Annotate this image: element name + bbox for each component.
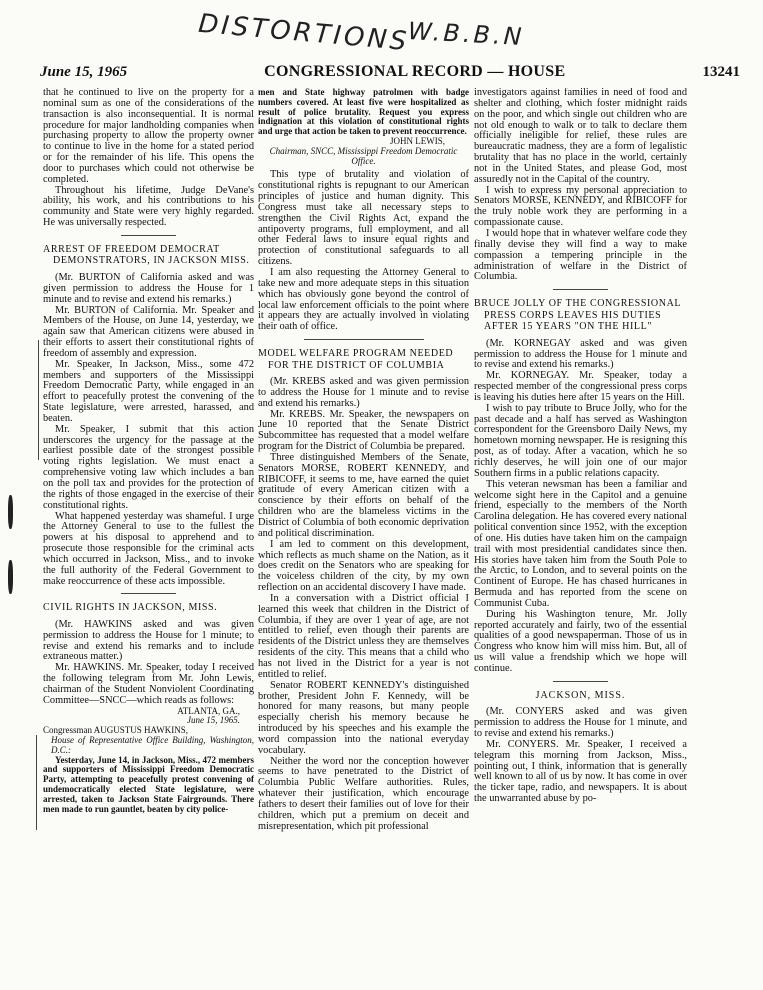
page-header	[40, 63, 740, 85]
paragraph: Mr. Speaker, In Jackson, Miss., some 472 members and supporters of the Mississippi Freedom Democratic Party, while engaged in an effort to peacefully protest the convening of the State legislature, were arrested, harassed, and beaten.	[43, 358, 254, 424]
paragraph: Neither the word nor the conception however seems to have penetrated to the District of Columbia Public Welfare authorities. Rules, whatever their justification, which encourage fathers to desert their families out of love for their children, which put a premium on deceit and misrepresentation, which pit professional	[258, 755, 469, 832]
handwritten-annotation-right: W.B.B.N	[407, 16, 526, 52]
telegram-body-continued: men and State highway patrolmen with badge numbers covered. At least five were hospitalized as result of police brutality. Request you express indignation at this violation of constitutional rights and urge that action be taken to prevent reoccurrence.	[258, 88, 469, 137]
section-divider	[553, 289, 608, 290]
paragraph: Mr. CONYERS. Mr. Speaker, I received a telegram this morning from Jackson, Miss., pointing out, I think, information that is generally well known to all of us by now. It has come in over the ticker tape, radio, and newspapers. It is about the unwarranted abuse by po-	[474, 738, 687, 805]
telegram-signature: JOHN LEWIS,	[390, 135, 445, 146]
paragraph: (Mr. BURTON of California asked and was given permission to address the House for 1 minute and to revise and extend his remarks.)	[43, 271, 254, 305]
paragraph: I am also requesting the Attorney General to take new and more adequate steps in this situation which has obviously gone beyond the control of local law enforcement officials to the point where it appears they are actually involved in violating their oath of office.	[258, 266, 469, 333]
paragraph: (Mr. KREBS asked and was given permission to address the House for 1 minute and to revise and extend his remarks.)	[258, 376, 469, 409]
paragraph: (Mr. CONYERS asked and was given permission to address the House for 1 minute, and to revise and extend his remarks.)	[474, 706, 687, 740]
ink-blot	[8, 495, 13, 529]
paragraph: This veteran newsman has been a familiar and welcome sight here in the Capitol and a genuine friend, especially to the members of the North Carolina delegation. He has covered every national political convention since 1952, with the exception of one. His duties have taken him on the campaign trail with most presidential candidates since then. His stories have taken him from the South Pole to the Arctic, to London, and to several points on the Continent of Europe. He has chased hurricanes in Bermuda and has reported from the scene on Communist Cuba.	[474, 478, 687, 609]
paragraph: Mr. KREBS. Mr. Speaker, the newspapers on June 10 reported that the Senate District Subcommittee has requested that a model welfare program for the District of Columbia be prepared.	[258, 408, 469, 453]
paragraph: (Mr. KORNEGAY asked and was given permission to address the House for 1 minute and to revise and extend his remarks.)	[474, 337, 687, 371]
paragraph: Mr. HAWKINS. Mr. Speaker, today I received the following telegram from Mr. John Lewis, chairman of the Student Nonviolent Coordinating Committee—SNCC—which reads as follows:	[43, 662, 254, 706]
section-heading: BRUCE JOLLY OF THE CONGRESSIONAL PRESS CORPS LEAVES HIS DUTIES AFTER 15 YEARS "ON THE HILL"	[474, 298, 681, 333]
section-divider	[121, 235, 176, 236]
section-divider	[553, 681, 608, 682]
paragraph: I wish to pay tribute to Bruce Jolly, who for the past decade and a half has served as Washington correspondent for the Greensboro Daily News, my hometown morning newspaper. He is resigning this post, as of today. After a vacation, which he so richly deserves, he will join one of our major Southern firms in a public relations capacity.	[474, 402, 687, 479]
telegram-address: House of Representative Office Building, Washington, D.C.:	[51, 735, 254, 755]
paragraph: Throughout his lifetime, Judge DeVane's ability, his work, and his contributions to his community and State were very highly regarded. He was universally respected.	[43, 184, 254, 229]
section-heading: ARREST OF FREEDOM DEMOCRAT DEMONSTRATORS, IN JACKSON MISS.	[43, 243, 250, 267]
section-heading: JACKSON, MISS.	[535, 689, 626, 701]
paragraph: (Mr. HAWKINS asked and was given permission to address the House for 1 minute; to revise and extend his remarks and to include extraneous matter.)	[43, 618, 254, 663]
header-date: June 15, 1965	[40, 64, 128, 80]
section-divider	[304, 339, 424, 340]
telegram-body: Yesterday, June 14, in Jackson, Miss., 472 members and supporters of Mississippi Freedom Democratic Party, attempting to peacefully protest convening of undemocratically elected State legislature, were arrested, taken to Jackson State Fairgrounds. There men made to run gauntlet, beaten by city police-	[43, 754, 254, 814]
paragraph: This type of brutality and violation of constitutional rights is repugnant to our American principles of justice and human dignity. This Congress must take all necessary steps to strengthen the Civil Rights Act, expand the antipoverty programs, full employment, and all other Federal laws to insure equal rights and protection of constitutional safeguards to all citizens.	[258, 169, 469, 268]
ink-blot	[8, 560, 13, 594]
column-2	[258, 88, 469, 988]
telegram-addressee: Congressman AUGUSTUS HAWKINS,	[43, 725, 189, 736]
handwritten-annotation-left: DISTORTIONS	[197, 8, 411, 58]
paragraph: I wish to express my personal appreciation to Senators MORSE, KENNEDY, and RIBICOFF for the truly noble work they are performing in a compassionate cause.	[474, 184, 687, 229]
paragraph: Senator ROBERT KENNEDY's distinguished brother, President John F. Kennedy, will be honored for many reasons, but many people especially cherish his memory because he introduced by his speeches and his example the word compassion into the national everyday vocabulary.	[258, 679, 469, 756]
paragraph: Mr. Speaker, I submit that this action underscores the urgency for the passage at the earliest possible date of the strongest possible voting rights legislation. We must enact a comprehensive voting law which includes a ban on the poll tax and provides for the protection of the rights of those engaged in the exercise of their constitutional rights.	[43, 423, 254, 511]
paragraph: Mr. KORNEGAY. Mr. Speaker, today a respected member of the congressional press corps is leaving his duties here after 15 years on the Hill.	[474, 370, 687, 403]
header-page-number: 13241	[702, 64, 740, 80]
column-1	[43, 88, 254, 988]
paragraph: In a conversation with a District official I learned this week that children in the District of Columbia, if they are over 1 year of age, are not entitled to relief, even though their parents are residents of the District unless they are themselves residents of the city. This means that a child who has not lived in the District for a year is not entitled to relief.	[258, 592, 469, 680]
paragraph: that he continued to live on the property for a nominal sum as one of the considerations of the transaction is also inconsequential. It is normal procedure for major landholding companies when purchasing property to allow the property owner to continue to live in the home for a stated period or for the remainder of his life. This opens the door to purchases which could not otherwise be completed.	[43, 88, 254, 185]
paragraph: I am led to comment on this development, which reflects as much shame on the Nation, as it does credit on the Senators who are speaking for the voiceless children of the city, by my own reflection on an accidental discovery I have made.	[258, 538, 469, 594]
margin-mark-line	[38, 340, 39, 460]
telegram-signature-title: Chairman, SNCC, Mississippi Freedom Democratic Office.	[269, 145, 458, 166]
paragraph: During his Washington tenure, Mr. Jolly reported accurately and fairly, two of the essential qualities of a good newspaperman. Those of us in Congress who know him will miss him. But, all of us will value a frendship which we hope will continue.	[474, 608, 687, 674]
section-heading: CIVIL RIGHTS IN JACKSON, MISS.	[43, 602, 218, 614]
telegram-date: June 15, 1965.	[187, 715, 240, 726]
paragraph: Three distinguished Members of the Senate, Senators MORSE, ROBERT KENNEDY, and RIBICOFF, it seems to me, have earned the quiet gratitude of every American citizen with a conscience by their efforts on behalf of the children who are the blameless victims in the District of Columbia of both economic deprivation and political discrimination.	[258, 451, 469, 539]
paragraph: investigators against families in need of food and shelter and clothing, which foster midnight raids on the poor, and which single out children who are not old enough to walk or to talk to declare them officially ineligible for relief, these rules are bureaucratic madness, they are a form of legalistic brutality that has no place in the world, certainly not in the United States, and please God, most assuredly not in the Capital of the country.	[474, 88, 687, 185]
margin-mark-line	[36, 735, 37, 830]
telegram-place: ATLANTA, GA.,	[177, 705, 240, 716]
paragraph: I would hope that in whatever welfare code they finally devise they will find a way to make compassion a tempering principle in the administration of welfare in the District of Columbia.	[474, 227, 687, 283]
column-3	[474, 88, 687, 988]
section-divider	[121, 593, 176, 594]
section-heading: MODEL WELFARE PROGRAM NEEDED FOR THE DISTRICT OF COLUMBIA	[258, 348, 454, 371]
paragraph: Mr. BURTON of California. Mr. Speaker and Members of the House, on June 14, yesterday, we again saw that American citizens were abused in their efforts to assert their constitutional rights of freedom of assembly and expression.	[43, 304, 254, 359]
header-title: CONGRESSIONAL RECORD — HOUSE	[264, 63, 566, 80]
paragraph: What happened yesterday was shameful. I urge the Attorney General to use to the fullest the powers at his disposal to apprehend and to prosecute those responsible for the criminal acts which occurred in Jackson, Miss., and to invoke the full authority of the Federal Government to make reoccurrence of these acts impossible.	[43, 510, 254, 587]
